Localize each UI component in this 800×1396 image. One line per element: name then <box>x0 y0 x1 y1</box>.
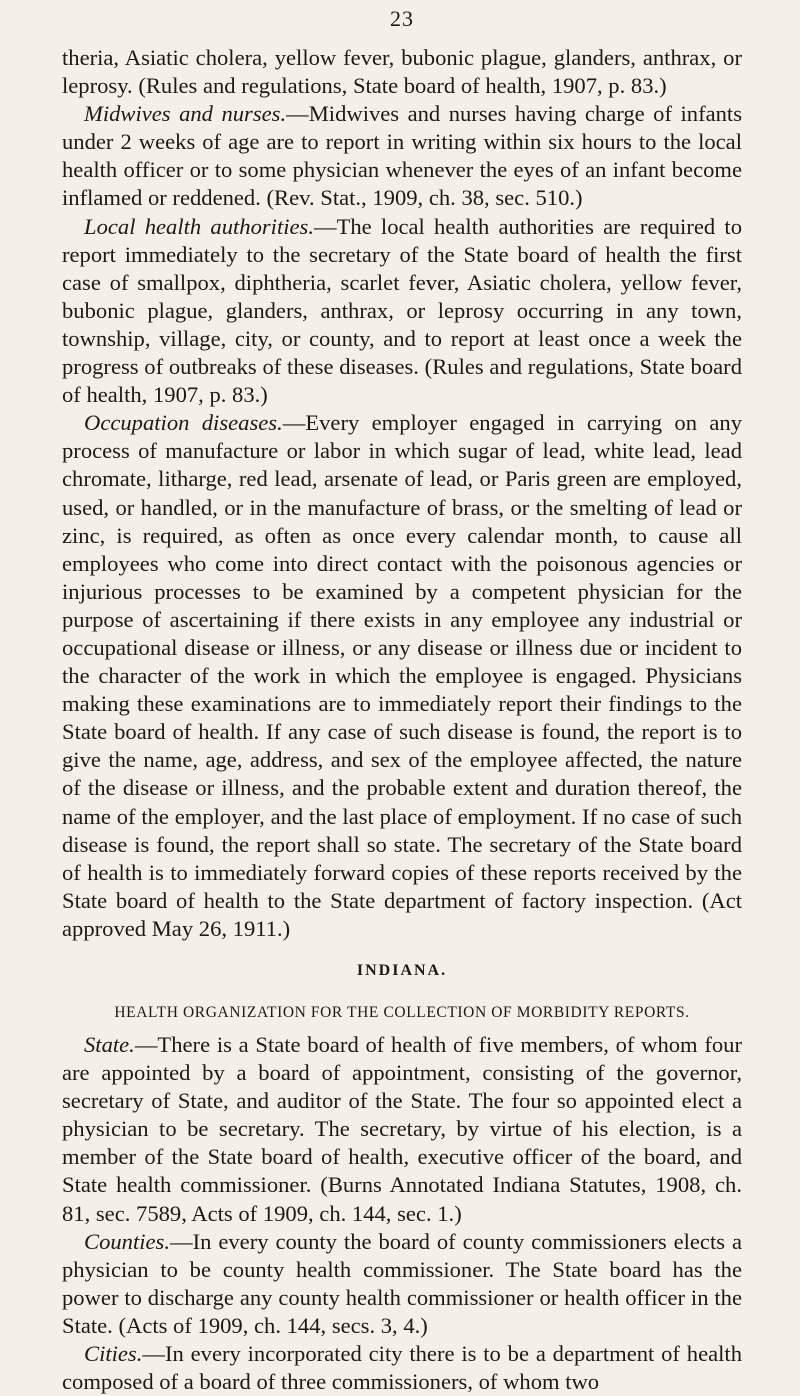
paragraph-lead: State. <box>84 1032 135 1057</box>
paragraph-text: —In every county the board of county commissioners elects a physician to be county health commissioner. The State board has the power to discharge any county health commissioner or health officer in the State. (Acts of 1909, ch. 144, secs. 3, 4.) <box>62 1228 742 1338</box>
paragraph-lead: Occupation diseases. <box>84 410 283 436</box>
continued-text-block <box>62 44 742 943</box>
page-number: 23 <box>390 6 414 31</box>
paragraph-lead: Local health authorities. <box>84 213 314 239</box>
paragraph-counties <box>62 1228 742 1340</box>
paragraph-state <box>62 1031 742 1228</box>
paragraph-text: —In every incorporated city there is to be a department of health composed of a board of three commissioners, of whom two <box>62 1341 742 1395</box>
indiana-text-block <box>62 1031 742 1396</box>
state-heading: INDIANA. <box>356 962 448 979</box>
paragraph-text: —The local health authorities are required to report immediately to the secretary of the State board of health the first case of smallpox, diphtheria, scarlet fever, Asiatic cholera, yellow fever, bubonic plague, glanders, anthrax, or leprosy occurring in any town, township, village, city, or county, and to report at least once a week the progress of outbreaks of these diseases. (Rules and regulations, State board of health, 1907, p. 83.) <box>62 213 742 408</box>
paragraph-lead: Cities. <box>84 1341 143 1367</box>
paragraph-text: theria, Asiatic cholera, yellow fever, bubonic plague, glanders, anthrax, or leprosy. (Rules and regulations, State board of health, 1907, p. 83.) <box>62 45 742 99</box>
paragraph-text: —There is a State board of health of five members, of whom four are appointed by a board of appointment, consisting of the governor, secretary of State, and auditor of the State. The four so appointed elect a physician to be secretary. The secretary, by virtue of his election, is a member of the State board of health, executive officer of the board, and State health commissioner. (Burns Annotated Indiana Statutes, 1908, ch. 81, sec. 7589, Acts of 1909, ch. 144, sec. 1.) <box>62 1032 742 1226</box>
paragraph-occupation-diseases <box>62 409 742 943</box>
paragraph-text: —Midwives and nurses having charge of infants under 2 weeks of age are to report in writing within six hours to the local health officer or to some physician whenever the eyes of an infant become inflamed or reddened. (Rev. Stat., 1909, ch. 38, sec. 510.) <box>62 101 742 211</box>
paragraph-local-health-authorities <box>62 213 742 410</box>
paragraph-lead: Counties. <box>84 1228 170 1254</box>
paragraph-text: —Every employer engaged in carrying on any process of manufacture or labor in which sugar of lead, white lead, lead chromate, litharge, red lead, arsenate of lead, or Paris green are employed, used, or handled, or in the manufacture of brass, or the smelting of lead or zinc, is required, as often as once every calendar month, to cause all employees who come into direct contact with the poisonous agencies or injurious processes to be examined by a competent physician for the purpose of ascertaining if there exists in any employee any industrial or occupational disease or illness, or any disease or illness due or incident to the character of the work in which the employee is engaged. Physicians making these examinations are to immediately report their findings to the State board of health. If any case of such disease is found, the report is to give the name, age, address, and sex of the employee affected, the nature of the disease or illness, and the probable extent and duration thereof, the name of the employer, and the last place of employment. If no case of such disease is found, the report shall so state. The secretary of the State board of health is to immediately forward copies of these reports received by the State board of health to the State department of factory inspection. (Act approved May 26, 1911.) <box>62 410 742 941</box>
paragraph-cities <box>62 1340 742 1396</box>
section-heading: HEALTH ORGANIZATION FOR THE COLLECTION OF MORBIDITY REPORTS. <box>114 1004 690 1021</box>
paragraph-midwives-and-nurses <box>62 100 742 212</box>
paragraph-lead: Midwives and nurses. <box>84 101 287 127</box>
paragraph-continuation <box>62 44 742 100</box>
